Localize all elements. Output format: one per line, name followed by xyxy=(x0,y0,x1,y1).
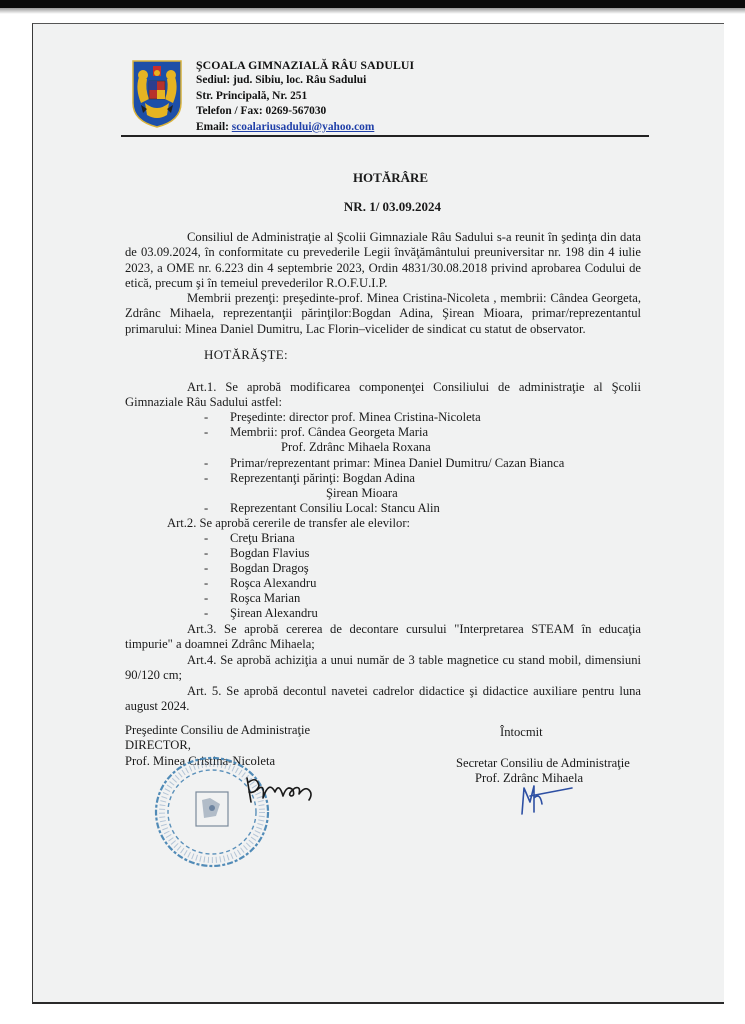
coat-of-arms-icon xyxy=(131,59,183,129)
prepared-by-label: Întocmit xyxy=(500,725,543,739)
list-dash: - xyxy=(204,591,209,605)
article-1-item: - Membrii: prof. Cândea Georgeta Maria xyxy=(204,425,429,439)
student-list-item: - Şirean Alexandru xyxy=(204,606,318,620)
student-list-item: - Creţu Briana xyxy=(204,531,295,545)
list-dash: - xyxy=(204,410,209,424)
school-letterhead xyxy=(196,58,414,135)
student-list-item: - Roşca Marian xyxy=(204,591,301,605)
article-1-item: - Reprezentant Consiliu Local: Stancu Alin xyxy=(204,501,440,515)
school-name: ŞCOALA GIMNAZIALĂ RÂU SADULUI xyxy=(196,58,415,72)
list-dash: - xyxy=(204,576,209,590)
list-dash: - xyxy=(204,531,209,545)
list-dash: - xyxy=(204,456,209,470)
article-2-text: Art.2. Se aprobă cererile de transfer ale elevilor: xyxy=(167,516,411,530)
article-5-text: Art. 5. Se aprobă decontul navetei cadrelor didactice şi didactice auxiliare pentru luna august 2024. xyxy=(125,684,641,714)
header-divider xyxy=(121,135,649,137)
school-address: Sediul: jud. Sibiu, loc. Râu Sadului xyxy=(196,74,367,87)
list-dash: - xyxy=(204,606,209,620)
list-dash: - xyxy=(204,561,209,575)
article-4-text: Art.4. Se aprobă achiziţia a unui număr de 3 table magnetice cu stand mobil, dimensiuni 90/120 cm; xyxy=(125,653,641,683)
president-role: Preşedinte Consiliu de Administraţie xyxy=(125,723,311,737)
article-1-item-continued: Şirean Mioara xyxy=(326,486,398,500)
student-list-item: - Bogdan Flavius xyxy=(204,546,310,560)
article-1-item-continued: Prof. Zdrânc Mihaela Roxana xyxy=(281,440,431,454)
president-signature-icon xyxy=(243,772,323,808)
scanner-edge-shadow xyxy=(0,8,745,14)
list-dash: - xyxy=(204,546,209,560)
school-phone: Telefon / Fax: 0269-567030 xyxy=(196,105,327,118)
intro-paragraph: Consiliul de Administraţie al Şcolii Gimnaziale Râu Sadului s-a reunit în şedinţa din data de 03.09.2024, în conformitate cu prevederile Legii învăţământului preuniversitar nr. 198 din 4 iulie 2023, a OME nr. 6.223 din 4 septembrie 2023, Ordin 4831/30.08.2018 privind aprobarea Codului de etică, precum şi în temeiul prevederilor R.O.F.U.I.P. xyxy=(125,230,641,290)
list-dash: - xyxy=(204,471,209,485)
list-dash: - xyxy=(204,425,209,439)
document-title: HOTĂRÂRE xyxy=(352,170,429,185)
members-paragraph: Membrii prezenţi: preşedinte-prof. Minea Cristina-Nicoleta , membrii: Cândea Georgeta, Zdrânc Mihaela, reprezentanţii părinţilor:Bogdan Adina, Şirean Mioara, primar/reprezentantul primarului: Minea Daniel Dumitru, Lac Florin–vicelider de sindicat cu statut de observator. xyxy=(125,291,641,336)
article-3-text: Art.3. Se aprobă cererea de decontare cursului "Interpretarea STEAM în educaţia timpurie" a doamnei Zdrânc Mihaela; xyxy=(125,622,641,652)
document-number: NR. 1/ 03.09.2024 xyxy=(343,199,442,214)
student-list-item: - Roşca Alexandru xyxy=(204,576,317,590)
email-label: Email: xyxy=(196,120,232,133)
secretary-role: Secretar Consiliu de Administraţie xyxy=(456,756,630,770)
secretary-name: Prof. Zdrânc Mihaela xyxy=(475,771,584,786)
stamp-icon xyxy=(150,752,275,872)
school-street: Str. Principală, Nr. 251 xyxy=(196,89,308,102)
article-1-item: - Preşedinte: director prof. Minea Cristina-Nicoleta xyxy=(204,410,481,424)
article-1-text: Art.1. Se aprobă modificarea componenţei Consiliului de administraţie al Şcolii Gimnaziale Râu Sadului astfel: xyxy=(125,380,641,410)
president-title: DIRECTOR, xyxy=(125,738,191,753)
article-1-item: - Reprezentanţi părinţi: Bogdan Adina xyxy=(204,471,416,485)
scanner-edge xyxy=(0,0,745,8)
president-name: Prof. Minea Cristina-Nicoleta xyxy=(125,753,276,768)
school-email-row xyxy=(196,120,414,135)
student-list-item: - Bogdan Dragoş xyxy=(204,561,309,575)
secretary-signature-icon xyxy=(516,782,576,816)
decides-heading: HOTĂRĂŞTE: xyxy=(204,347,288,362)
list-dash: - xyxy=(204,501,209,515)
article-1-item: - Primar/reprezentant primar: Minea Daniel Dumitru/ Cazan Bianca xyxy=(204,456,565,470)
email-link[interactable]: scoalariusadului@yahoo.com xyxy=(231,120,375,133)
